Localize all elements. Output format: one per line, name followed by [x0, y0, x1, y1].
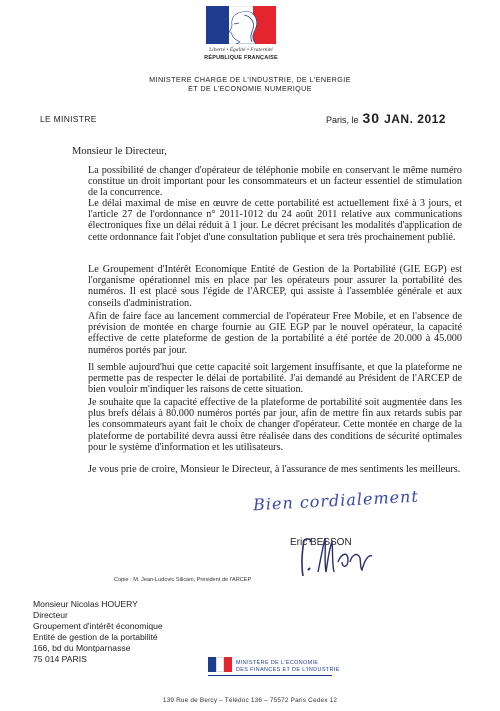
date-month-year-stamp: JAN. 2012: [384, 112, 446, 126]
body-paragraph-6: Je souhaite que la capacité effective de la plateforme de portabilité soit augmentée dans les plus brefs délais à 80.000 numéros portés par jour, afin de mettre fin aux retards subis par les consommateurs ayant fait le choix de changer d'opérateur. Cette montée en charge de la plateforme de portabilité devra aussi être réalisée dans des conditions de sécurité optimales pour le système d'information et les utilisateurs.: [88, 397, 462, 453]
republic-logo: [196, 6, 286, 72]
body-paragraph-4: Afin de faire face au lancement commercial de l'opérateur Free Mobile, et en l'absence de prévision de montée en charge fournie au GIE EGP par le nouvel opérateur, la capacité effective de cette plateforme de gestion de la portabilité a été portée de 20.000 à 45.000 numéros portés par jour.: [88, 311, 462, 356]
footer-logo-line-1: MINISTÈRE DE L'ÉCONOMIE: [236, 660, 319, 666]
republic-motto: Liberté • Égalité • Fraternité: [209, 47, 273, 53]
body-paragraph-3: Le Groupement d'Intérêt Economique Entité de Gestion de la Portabilité (GIE EGP) est l'organisme opérationnel mis en place par les opérateurs pour assurer la portabilité des numéros. Il est placé sous l'égide de l'ARCEP, qui assiste à l'assemblée générale et aux conseils d'administration.: [88, 264, 462, 309]
date-line: [326, 110, 446, 126]
salutation: Monsieur le Directeur,: [72, 146, 167, 157]
handwritten-note: Bien cordialement: [252, 486, 420, 515]
copy-recipient-line: Copie : M. Jean-Ludovic Silicani, Président de l'ARCEP: [114, 577, 252, 583]
signer-name: Eric BESSON: [290, 537, 352, 548]
body-paragraph-5: Il semble aujourd'hui que cette capacité soit largement insuffisante, et que la plateforme ne permette pas de respecter le délai de portabilité. J'ai demandé au Président de l'ARCEP de bien vouloir m'indiquer les raisons de cette situation.: [88, 362, 462, 396]
footer-logo-rule: [208, 675, 332, 676]
recipient-city: 75 014 PARIS: [33, 654, 87, 664]
republic-name: RÉPUBLIQUE FRANÇAISE: [204, 55, 278, 61]
recipient-organization: Groupement d'intérêt économique: [33, 621, 163, 631]
recipient-street: 166, bd du Montparnasse: [33, 643, 131, 653]
footer-address: 139 Rue de Bercy – Télédoc 136 – 75572 Paris Cedex 12: [162, 697, 338, 704]
body-paragraph-2: Le délai maximal de mise en œuvre de cette portabilité est actuellement fixé à 3 jours, et l'article 27 de l'ordonnance n° 2011-1012 du 24 août 2011 relative aux communications électroniques fixe un délai réduit à 1 jour. Le décret précisant les modalités d'application de cette ordonnance fait l'objet d'une consultation publique et sera très prochainement publié.: [88, 198, 462, 243]
footer-logo-line-2: DES FINANCES ET DE L'INDUSTRIE: [236, 667, 340, 673]
recipient-title: Directeur: [33, 610, 68, 620]
mini-tricolor-flag: [208, 657, 232, 672]
signature-icon: [298, 532, 378, 580]
recipient-name: Monsieur Nicolas HOUERY: [33, 599, 138, 609]
closing-paragraph: Je vous prie de croire, Monsieur le Directeur, à l'assurance de mes sentiments les meilleurs.: [88, 464, 461, 475]
marianne-profile-icon: [222, 10, 260, 44]
place-label: Paris, le: [326, 115, 359, 125]
ministry-name-line-2: ET DE L'ECONOMIE NUMERIQUE: [188, 84, 312, 93]
sender-title: LE MINISTRE: [40, 114, 97, 124]
ministry-name-line-1: MINISTERE CHARGE DE L'INDUSTRIE, DE L'ENERGIE: [149, 75, 351, 84]
recipient-entity: Entité de gestion de la portabilité: [33, 632, 158, 642]
date-day-stamp: 30: [362, 110, 381, 126]
body-paragraph-1: La possibilité de changer d'opérateur de téléphonie mobile en conservant le même numéro constitue un droit important pour les consommateurs et un facteur essentiel de stimulation de la concurrence.: [88, 165, 462, 199]
ministry-footer-logo: [208, 657, 340, 693]
